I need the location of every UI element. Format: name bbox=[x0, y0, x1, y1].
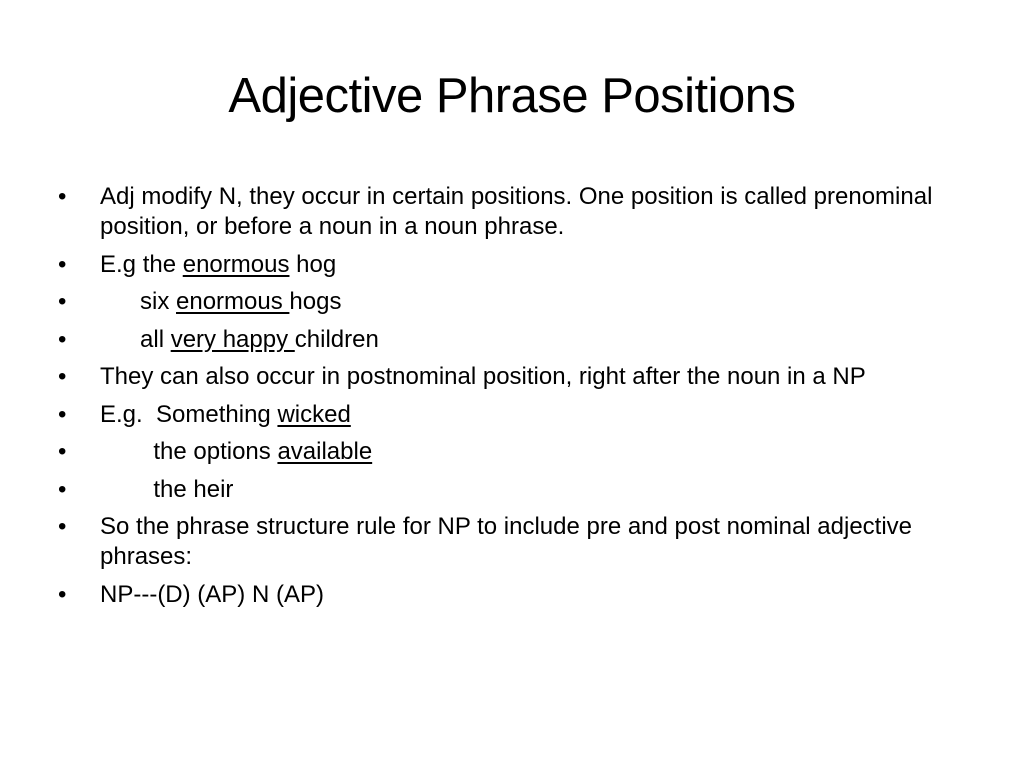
bullet-text: NP---(D) (AP) N (AP) bbox=[100, 580, 324, 608]
bullet-icon: • bbox=[58, 400, 67, 428]
bullet-item-5 bbox=[58, 362, 968, 392]
bullet-icon: • bbox=[58, 288, 67, 315]
bullet-text-before: all bbox=[100, 325, 171, 353]
underlined-adjective: enormous bbox=[182, 250, 290, 278]
bullet-list bbox=[58, 182, 968, 617]
bullet-text-before: E.g. Something bbox=[100, 400, 278, 428]
bullet-text: Adj modify N, they occur in certain positions. One position is called prenominal position, or before a noun in a noun phrase. bbox=[100, 183, 933, 240]
bullet-icon: • bbox=[58, 250, 67, 278]
bullet-item-6 bbox=[58, 400, 968, 430]
bullet-text: So the phrase structure rule for NP to include pre and post nominal adjective phrases: bbox=[100, 513, 913, 570]
bullet-icon: • bbox=[58, 513, 67, 540]
underlined-adjective: enormous bbox=[176, 288, 290, 315]
bullet-item-4 bbox=[58, 325, 968, 355]
slide-title: Adjective Phrase Positions bbox=[228, 69, 796, 123]
bullet-item-2 bbox=[58, 250, 968, 280]
bullet-text-before: six bbox=[100, 288, 177, 315]
bullet-text-after: hog bbox=[289, 250, 337, 278]
underlined-adjective: available bbox=[277, 438, 373, 465]
bullet-text-after: children bbox=[294, 325, 379, 353]
underlined-adjective: wicked bbox=[277, 400, 351, 428]
bullet-item-10 bbox=[58, 580, 968, 610]
bullet-text: They can also occur in postnominal position, right after the noun in a NP bbox=[100, 363, 866, 390]
bullet-text-after: hogs bbox=[289, 288, 342, 315]
bullet-item-9 bbox=[58, 512, 968, 572]
underlined-adjective: very happy bbox=[170, 325, 295, 353]
bullet-text-before: E.g the bbox=[100, 250, 183, 278]
bullet-icon: • bbox=[58, 438, 67, 465]
bullet-text-before: the heir bbox=[100, 475, 234, 503]
bullet-icon: • bbox=[58, 363, 67, 390]
bullet-item-3 bbox=[58, 287, 968, 317]
bullet-item-7 bbox=[58, 437, 968, 467]
bullet-icon: • bbox=[58, 475, 67, 503]
bullet-icon: • bbox=[58, 580, 67, 608]
bullet-icon: • bbox=[58, 183, 67, 210]
bullet-icon: • bbox=[58, 325, 67, 353]
bullet-item-1 bbox=[58, 182, 968, 242]
bullet-item-8 bbox=[58, 475, 968, 505]
bullet-text-before: the options bbox=[100, 438, 278, 465]
